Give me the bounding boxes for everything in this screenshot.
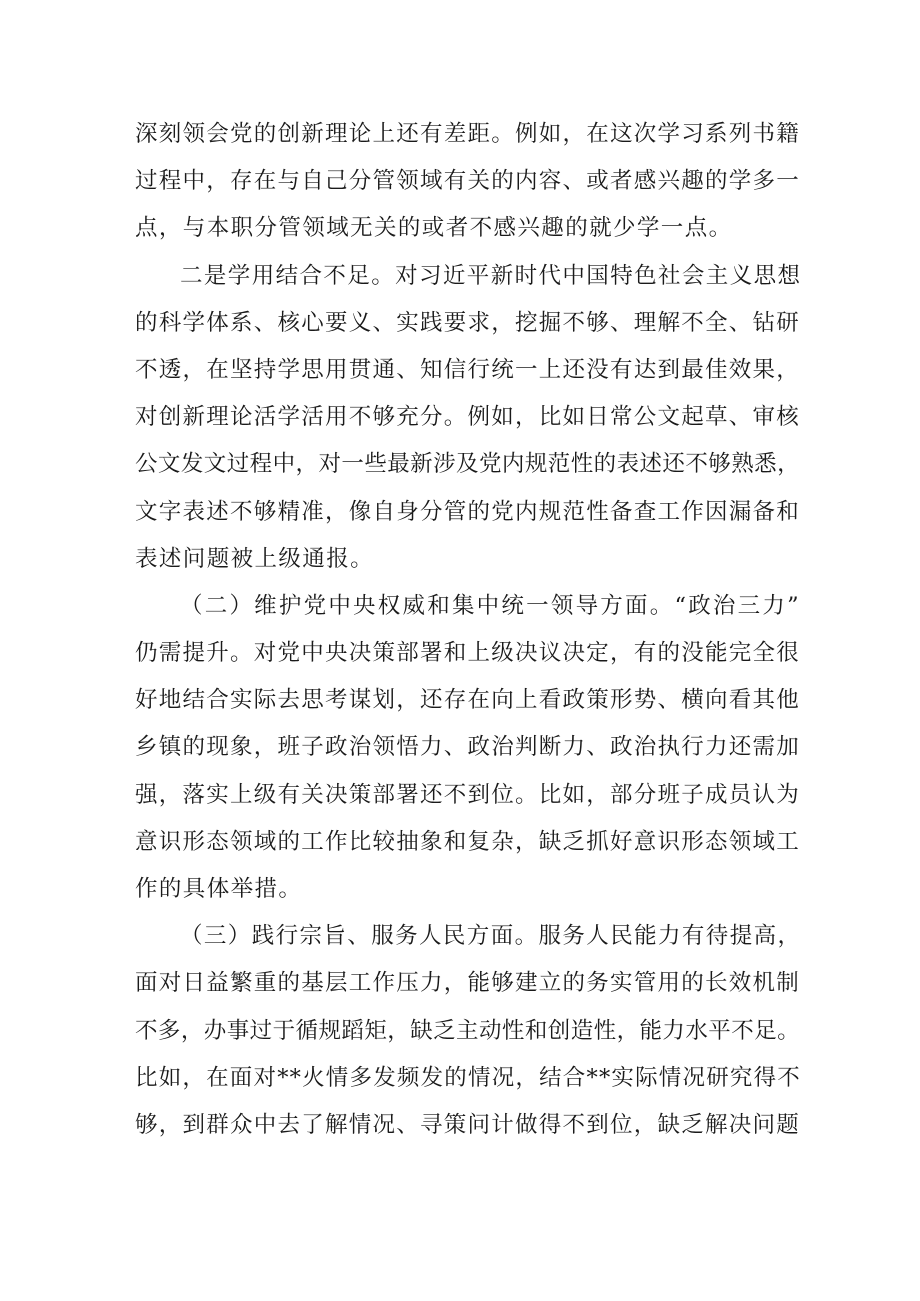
text-line: 面对日益繁重的基层工作压力，能够建立的务实管用的长效机制 — [135, 970, 800, 997]
text-line: 好地结合实际去思考谋划，还存在向上看政策形势、横向看其他 — [135, 687, 800, 714]
section-heading-line: （二）维护党中央权威和集中统一领导方面。“政治三力” — [180, 592, 800, 619]
text-line: 意识形态领域的工作比较抽象和复杂，缺乏抓好意识形态领域工 — [135, 828, 800, 855]
text-line: 乡镇的现象，班子政治领悟力、政治判断力、政治执行力还需加 — [135, 734, 800, 761]
text-line: 表述问题被上级通报。 — [135, 545, 375, 572]
paragraph-3 — [135, 583, 800, 913]
text-line: 比如，在面对**火情多发频发的情况，结合**实际情况研究得不 — [135, 1064, 802, 1091]
text-line: 深刻领会党的创新理论上还有差距。例如，在这次学习系列书籍 — [135, 121, 800, 147]
text-line: 强，落实上级有关决策部署还不到位。比如，部分班子成员认为 — [135, 781, 800, 808]
section-heading-line: （三）践行宗旨、服务人民方面。服务人民能力有待提高， — [180, 923, 802, 950]
text-line: 作的具体举措。 — [135, 876, 303, 902]
text-line: 的科学体系、核心要义、实践要求，挖掘不够、理解不全、钻研 — [135, 309, 800, 336]
text-line: 文字表述不够精准，像自身分管的党内规范性备查工作因漏备和 — [135, 498, 800, 525]
paragraph-1 — [135, 111, 800, 253]
paragraph-2 — [135, 253, 800, 583]
text-line: 对创新理论活学活用不够充分。例如，比如日常公文起草、审核 — [135, 404, 800, 431]
text-line: 二是学用结合不足。对习近平新时代中国特色社会主义思想 — [180, 262, 802, 289]
text-line: 过程中，存在与自己分管领域有关的内容、或者感兴趣的学多一 — [135, 168, 800, 195]
text-line: 够，到群众中去了解情况、寻策问计做得不到位，缺乏解决问题 — [135, 1111, 800, 1138]
text-line: 不透，在坚持学思用贯通、知信行统一上还没有达到最佳效果， — [135, 356, 800, 383]
text-line: 不多，办事过于循规蹈矩，缺乏主动性和创造性，能力水平不足。 — [135, 1017, 800, 1044]
text-line: 公文发文过程中，对一些最新涉及党内规范性的表述还不够熟悉， — [135, 451, 800, 478]
text-line: 点，与本职分管领域无关的或者不感兴趣的就少学一点。 — [135, 215, 733, 242]
document-body — [135, 111, 800, 1149]
paragraph-4 — [135, 913, 800, 1149]
text-line: 仍需提升。对党中央决策部署和上级决议决定，有的没能完全很 — [135, 640, 800, 667]
